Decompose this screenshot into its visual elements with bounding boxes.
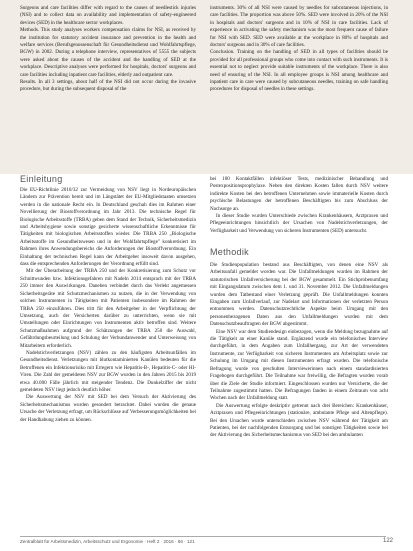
body-paragraph: Eine NSV war dem Studiendesign einbezogen, wenn die Meldung bezugnahme auf die Tätigkeit an einer Kanüle stand. Ergänzend wurde ein telefonisches Interview durchgeführt, in dem Angaben zum Unfallhergang, zur Art der verwendeten Instrumente, zur Verfügbarkeit von sicheren Instrumenten am Arbeitsplatz sowie zur Schulung im Umgang mit diesen Instrumenten erfragt wurden. Die telefonische Befragung wurde von geschulten Interviewerinnen nach einem standardisierten Fragebogen durchgeführt. Die Teilnahme war freiwillig, die Befragten wurden vorab über die Ziele der Studie informiert. Eingeschlossen wurden nur Versicherte, die der Teilnahme zugestimmt hatten. Die Befragungen fanden in einem Zeitraum von acht Wochen nach der Unfallmeldung statt.: [210, 328, 388, 402]
abstract-methods: Methods. This study analyses workers compensation claims for NSI, as received by the institution for statutory accident insurance and prevention in the health and welfare services (Berufsgenossenschaft für Gesundheitsdienst und Wohlfahrtspflege, BGW) in 2002. During a telephone interview, representatives of 5555 the subjects were asked about the causes of the accident and the handling of SED at the workplace. Descriptive analyses were performed for hospitals, doctors' surgeons and care facilities including inpatient care facilities, elderly and outpatient care.: [20, 27, 196, 78]
body-paragraph: bei 100 Kontaktfällen infektiöser Tests, medizinischer Behandlung und Postexpositionsprophylaxe. Neben den direkten Kosten fallen durch NSV weitere indirekte Kosten bei den betroffenen Unternehmen sowie immaterielle Kosten durch psychische Belastungen der betroffenen Beschäftigten bis zum Abschluss der Nachsorge an.: [210, 176, 388, 212]
footer-journal: Zentralblatt für Arbeitsmedizin, Arbeitsschutz und Ergonomie · Heft 2 · 2016 · 66 · 121: [20, 539, 195, 544]
abstract-column-left: [20, 5, 196, 94]
abstract-column-right: [210, 5, 388, 94]
abstract-conclusion: Conclusion. Training on the handling of SED in all types of facilities should be provided for all professional groups who come into contact with such instruments. It is essential not to neglect provide suitable instruments of the workplace. There is also need of ensuring of the NSI. In all employee groups is NSI among healthcare and inpatient care in care were caused by subcutaneous needles, training on safe handling procedures for disposal of needles in these settings.: [210, 49, 388, 93]
section-heading-introduction: Einleitung: [20, 174, 63, 184]
body-paragraph: Die Auswertung erfolgte deskriptiv getrennt nach drei Bereichen: Krankenhäuser, Arztpraxen und Pflegeeinrichtungen (stationäre, ambulante Pflege und Altenpflege). Bei den Ursachen wurde unterschieden zwischen NSV während der Tätigkeit am Patienten, bei der nachfolgenden Entsorgung und bei sonstigen Tätigkeiten sowie bei der Aktivierung des Sicherheitsmechanismus von SED bei den ambulanten: [210, 402, 388, 439]
section-heading-methods: Methodik: [210, 247, 249, 257]
body-column-right-top: [210, 176, 388, 248]
body-paragraph: In dieser Studie wurden Unterschiede zwischen Krankenhäusern, Arztpraxen und Pflegeeinrichtungen hinsichtlich der Ursachen von Nadelstichverletzungen, der Verfügbarkeit und Verwendung von sicheren Instrumenten (SED) untersucht.: [210, 213, 388, 234]
footer-rule: [20, 536, 386, 537]
body-paragraph: Die Studienpopulation bestand aus Beschäftigten, von denen eine NSV als Arbeitsunfall gemeldet worden war. Die Unfallmeldungen wurden im Rahmen der statutorischen Unfallversicherung bei der BGW gesammelt. Ein Stichprobenumfang mit Eingangsdatum zwischen dem 1. und 31. November 2012. Die Unfallmeldungen wurden dem Tatbestand einer Verletzung geprüft. Die Unfallmeldungen konnten Eingaben zum Unfallverlauf, zur Nadelart und Informationen der verletzten Person entnommen werden. Datenschutzrechtliche Aspekte beim Umgang mit den personenbezogenen Daten aus den Unfallmeldungen wurden mit dem Datenschutzbeauftragten der BGW abgestimmt.: [210, 262, 388, 328]
body-paragraph: Die Auswertung der NSV mit SED bei dem Versuch der Aktivierung des Sicherheitsmechanismus wurden gesondert betrachtet. Dabei wurden die genaue Ursache der Verletzung erfragt, um Rückschlüsse auf Verbesserungsmöglichkeiten bei der Handhabung ziehen zu können.: [20, 394, 196, 423]
body-column-left: [20, 187, 196, 532]
abstract-results-cont: instruments. 30% of all NSI were caused by needles for subcutaneous injections, in care facilities. The proportion was above 50%. SED were involved in 20% of the NSI in hospitals and doctors' surgeons and in 10% of NSI in care facilities. Lack of experience in activating the safety mechanism was the most frequent cause of failure for NSI with SED. SED were available at the workplace in 80% of hospitals and doctors' surgeons and in 30% of care facilities.: [210, 5, 388, 49]
body-paragraph: Nadelstichverletzungen (NSV) zählen zu den häufigsten Arbeitsunfällen im Gesundheitsdienst. Verletzungen mit blutkontaminierten Kanülen bedeuten für die Betroffenen ein Infektionsrisiko mit Erregern wie Hepatitis-B-, Hepatitis-C- oder HI-Viren. Die Zahl der gemeldeten NSV zur BGW wurden in den Jahren 2015 bis 2019 etwa 40.000 Fälle jährlich mit steigender Tendenz. Die Dunkelziffer der nicht gemeldeten NSV liegt jedoch deutlich höher.: [20, 349, 196, 393]
body-column-right: [210, 262, 388, 532]
body-paragraph: Mit der Überarbeitung der TRBA 250 und der Konkretisierung zum Schutz vor Schnittwunden bzw. Infektionsgefahren mit Nadeln 2014 entsprach mit der TRBA 250 immer den Auswirkungen. Daneben verbindet durch das Verlekt angemessen Sicherheitsgeräte mit Schutzmechanismen zu nutzen, die in der Verwendung von solchen Instrumenten in Tätigkeiten mit Patienten insbesondere im Rahmen der TRBA 250 einzuführen. Dies tritt für den Arbeitgeber in der Verpflichtung der Umsetzung, auch der Versicherten darüber zu unterrichten, wenn sie mit Umstellungen oder Einrichtungen von Instrumenten aktiv betroffen sind. Weitere Schutzmaßnahmen aufgrund der Schätzungen der TRBA 250 die Auswahl, Gefährdungsbeurteilung und Schulung der Verbundanwender und Unterweisung von Mitarbeitern erforderlich.: [20, 268, 196, 349]
abstract-paragraph: Surgeons and care facilities differ with regard to the causes of needlestick injuries (NSI) and to collect data on availability and implementation of safety-engineered devices (SED) in the healthcare sector workplaces.: [20, 5, 196, 26]
abstract-results: Results. In all 3 settings, about half of the NSI did not occur during the invasive procedure, but during the subsequent disposal of the: [20, 79, 196, 93]
page-number: 122: [382, 538, 393, 544]
body-paragraph: Die EU-Richtlinie 2010/32 zur Vermeidung von NSV liegt in Nordeuropäischen Ländern zur Prävention bereit und im Längstätet der EU-Mitgliedstaaten umsetzen werden in die nationale Recht ein. In Deutschland geschah dies im Rahmen einer Novellierung der Biostoffverordnung im Jahr 2013. Die technische Regel für Biologische Arbeitsstoffe (TRBA) geben dem Stand der Technik, Sicherheitsmedizin und Arbeitshygiene sowie sonstige gesicherte wissenschaftliche Erkenntnisse für Tätigkeiten mit biologischen Arbeitsstoffen wieder. Die TRBA 250 „Biologische Arbeitsstoffe im Gesundheitswesen und in der Wohlfahrtspflege" konkretisiert im Rahmen ihres Anwendungsbereichs die Anforderungen der Biostoffverordnung. Ein Einhaltung der technischen Regel kann der Arbeitgeber insoweit davon ausgehen, dass die entsprechenden Anforderungen der Verordnung erfüllt sind.: [20, 187, 196, 268]
